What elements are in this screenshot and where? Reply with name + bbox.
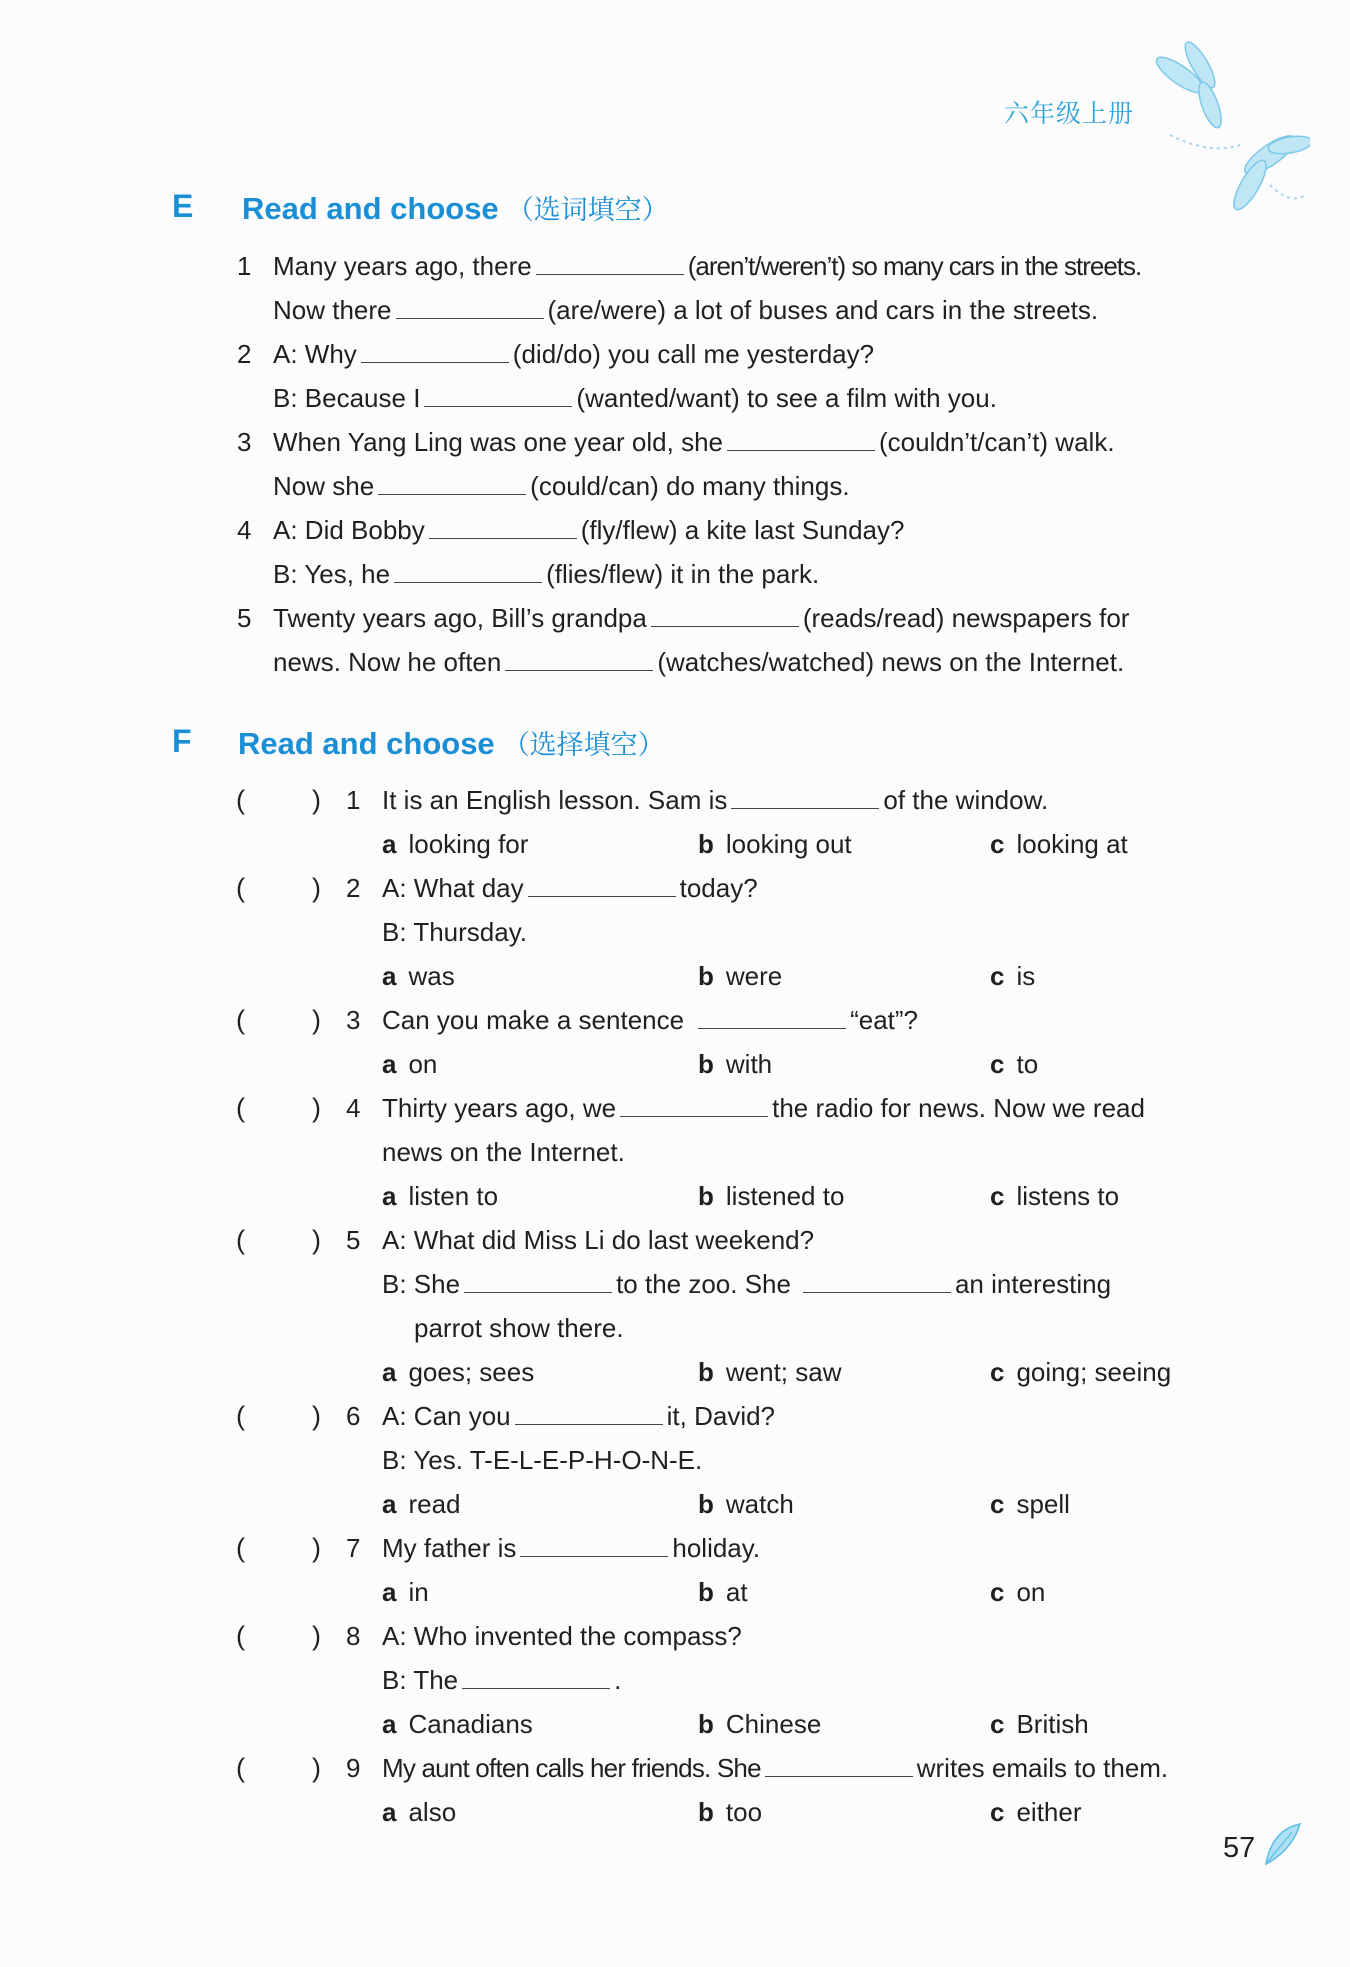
page-number: 57 [1223, 1832, 1256, 1864]
grade-label: 六年级上册 [1004, 100, 1135, 128]
answer-blank[interactable] [803, 1270, 951, 1293]
answer-blank[interactable] [424, 384, 572, 407]
answer-paren-close: ) [312, 1225, 321, 1255]
answer-blank[interactable] [536, 252, 684, 275]
option-a[interactable]: a was [382, 961, 455, 991]
f-item-line: news on the Internet. [382, 1137, 625, 1167]
answer-blank[interactable] [462, 1666, 610, 1689]
f-item-line: Can you make a sentence “eat”? [382, 1005, 918, 1035]
f-item-number: 8 [346, 1621, 361, 1651]
answer-blank[interactable] [698, 1006, 846, 1029]
option-c[interactable]: c British [990, 1709, 1089, 1739]
answer-paren-close: ) [312, 873, 321, 903]
f-item-number: 6 [346, 1401, 361, 1431]
answer-paren-open[interactable]: ( [236, 1401, 245, 1431]
section-f-title-cn: （选择填空） [502, 730, 665, 760]
option-b[interactable]: b too [698, 1797, 763, 1827]
option-a[interactable]: a read [382, 1489, 461, 1519]
answer-paren-close: ) [312, 1533, 321, 1563]
answer-blank[interactable] [620, 1094, 768, 1117]
e-item-line: news. Now he often (watches/watched) news on the Internet. [273, 647, 1125, 677]
option-b[interactable]: b watch [698, 1489, 794, 1519]
option-c[interactable]: c going; seeing [990, 1357, 1172, 1387]
option-c[interactable]: c is [990, 961, 1036, 991]
f-item-number: 9 [346, 1753, 361, 1783]
option-a[interactable]: a Canadians [382, 1709, 533, 1739]
e-item-number: 2 [237, 339, 252, 369]
f-item-line: My aunt often calls her friends. She writes emails to them. [382, 1753, 1169, 1783]
f-item-line: Thirty years ago, we the radio for news. Now we read [382, 1093, 1145, 1123]
option-c[interactable]: c on [990, 1577, 1046, 1607]
answer-blank[interactable] [378, 472, 526, 495]
option-c[interactable]: c spell [990, 1489, 1070, 1519]
option-b[interactable]: b went; saw [698, 1357, 842, 1387]
answer-paren-open[interactable]: ( [236, 1225, 245, 1255]
e-item-line: A: Why (did/do) you call me yesterday? [273, 339, 875, 369]
answer-paren-close: ) [312, 1401, 321, 1431]
answer-paren-open[interactable]: ( [236, 785, 245, 815]
answer-blank[interactable] [520, 1534, 668, 1557]
f-item-line: parrot show there. [414, 1313, 624, 1343]
e-item-line: A: Did Bobby (fly/flew) a kite last Sunday? [273, 515, 905, 545]
option-b[interactable]: b looking out [698, 829, 852, 859]
e-item-line: B: Yes, he (flies/flew) it in the park. [273, 559, 820, 589]
section-f-title [238, 723, 665, 762]
f-item-line: A: Can you it, David? [382, 1401, 776, 1431]
option-c[interactable]: c listens to [990, 1181, 1120, 1211]
answer-blank[interactable] [528, 874, 676, 897]
e-item-number: 3 [237, 427, 252, 457]
option-a[interactable]: a goes; sees [382, 1357, 535, 1387]
f-item-line: A: What did Miss Li do last weekend? [382, 1225, 815, 1255]
option-a[interactable]: a on [382, 1049, 438, 1079]
f-item-line: B: Thursday. [382, 917, 527, 947]
answer-paren-open[interactable]: ( [236, 873, 245, 903]
answer-paren-open[interactable]: ( [236, 1753, 245, 1783]
answer-blank[interactable] [731, 786, 879, 809]
answer-paren-open[interactable]: ( [236, 1533, 245, 1563]
answer-paren-close: ) [312, 1753, 321, 1783]
option-b[interactable]: b with [698, 1049, 773, 1079]
option-b[interactable]: b at [698, 1577, 748, 1607]
option-a[interactable]: a in [382, 1577, 429, 1607]
f-item-line: B: Yes. T-E-L-E-P-H-O-N-E. [382, 1445, 703, 1475]
e-item-line: Twenty years ago, Bill’s grandpa (reads/read) newspapers for [273, 603, 1130, 633]
f-item-number: 5 [346, 1225, 361, 1255]
f-item-line: B: The . [382, 1665, 622, 1695]
section-f-title-en: Read and choose [238, 726, 495, 761]
section-f-letter: F [172, 723, 192, 759]
e-item-number: 1 [237, 251, 252, 281]
answer-blank[interactable] [429, 516, 577, 539]
e-item-line: B: Because I (wanted/want) to see a film with you. [273, 383, 997, 413]
option-b[interactable]: b listened to [698, 1181, 845, 1211]
answer-blank[interactable] [765, 1754, 913, 1777]
section-e-title [242, 188, 669, 227]
f-item-number: 4 [346, 1093, 361, 1123]
e-item-number: 4 [237, 515, 252, 545]
option-c[interactable]: c either [990, 1797, 1082, 1827]
option-a[interactable]: a looking for [382, 829, 529, 859]
e-item-line: Now she (could/can) do many things. [273, 471, 850, 501]
section-e-letter: E [172, 188, 194, 224]
answer-paren-open[interactable]: ( [236, 1005, 245, 1035]
option-a[interactable]: a listen to [382, 1181, 499, 1211]
answer-paren-close: ) [312, 1005, 321, 1035]
answer-blank[interactable] [515, 1402, 663, 1425]
f-item-line: A: What day today? [382, 873, 758, 903]
answer-blank[interactable] [651, 604, 799, 627]
e-item-line: Now there (are/were) a lot of buses and cars in the streets. [273, 295, 1099, 325]
f-item-number: 2 [346, 873, 361, 903]
f-item-line: A: Who invented the compass? [382, 1621, 742, 1651]
leaf-icon [1262, 1820, 1302, 1870]
section-e-title-en: Read and choose [242, 191, 499, 226]
f-item-number: 3 [346, 1005, 361, 1035]
answer-paren-open[interactable]: ( [236, 1621, 245, 1651]
answer-blank[interactable] [396, 296, 544, 319]
e-item-line: Many years ago, there (aren’t/weren’t) so many cars in the streets. [273, 251, 1142, 281]
e-item-line: When Yang Ling was one year old, she (couldn’t/can’t) walk. [273, 427, 1115, 457]
answer-blank[interactable] [464, 1270, 612, 1293]
f-item-line: It is an English lesson. Sam is of the window. [382, 785, 1049, 815]
answer-blank[interactable] [727, 428, 875, 451]
f-item-line: My father is holiday. [382, 1533, 761, 1563]
f-item-number: 1 [346, 785, 361, 815]
e-item-number: 5 [237, 603, 252, 633]
answer-paren-open[interactable]: ( [236, 1093, 245, 1123]
option-a[interactable]: a also [382, 1797, 457, 1827]
section-e-title-cn: （选词填空） [506, 195, 669, 225]
option-b[interactable]: b were [698, 961, 783, 991]
answer-blank[interactable] [505, 648, 653, 671]
answer-paren-close: ) [312, 1621, 321, 1651]
option-b[interactable]: b Chinese [698, 1709, 822, 1739]
f-item-line: B: She to the zoo. She an interesting [382, 1269, 1112, 1299]
option-c[interactable]: c to [990, 1049, 1039, 1079]
answer-paren-close: ) [312, 785, 321, 815]
f-item-number: 7 [346, 1533, 361, 1563]
answer-blank[interactable] [394, 560, 542, 583]
dragonfly-icon [1150, 35, 1310, 225]
answer-paren-close: ) [312, 1093, 321, 1123]
answer-blank[interactable] [361, 340, 509, 363]
option-c[interactable]: c looking at [990, 829, 1128, 859]
